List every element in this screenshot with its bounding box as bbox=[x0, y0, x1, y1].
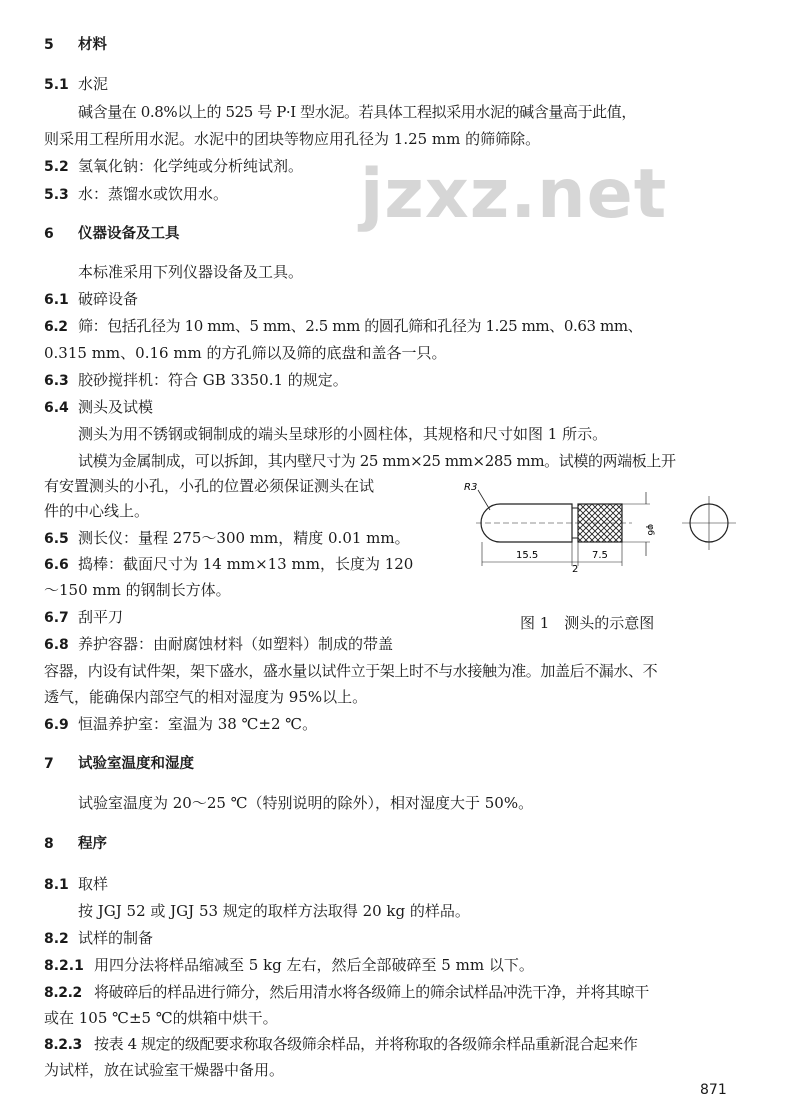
clause-6-9: 6.9 恒温养护室：室温为 38 ℃±2 ℃。 bbox=[44, 715, 318, 733]
clause-6-4: 6.4 测头及试模 bbox=[44, 398, 154, 416]
knurled-section bbox=[578, 504, 622, 542]
length-label: 15.5 bbox=[516, 550, 539, 561]
clause-6-7: 6.7 刮平刀 bbox=[44, 608, 124, 626]
diameter-label: φ6 bbox=[645, 524, 655, 536]
radius-label: R3 bbox=[464, 482, 478, 493]
clause-5-3: 5.3 水：蒸馏水或饮用水。 bbox=[44, 185, 229, 203]
clause-5-1: 5.1 水泥 bbox=[44, 75, 109, 93]
paragraph-line: 透气，能确保内部空气的相对湿度为 95%以上。 bbox=[44, 688, 368, 706]
section-heading-6: 6 仪器设备及工具 bbox=[44, 226, 180, 242]
section-heading-8: 8 程序 bbox=[44, 836, 107, 852]
page-number: 871 bbox=[700, 1082, 727, 1098]
paragraph-line: ～150 mm 的钢制长方体。 bbox=[44, 581, 231, 599]
paragraph-line: 或在 105 ℃±5 ℃的烘箱中烘干。 bbox=[44, 1009, 278, 1027]
probe-diagram bbox=[454, 474, 754, 584]
clause-6-1: 6.1 破碎设备 bbox=[44, 290, 139, 308]
section-heading-5: 5 材料 bbox=[44, 37, 107, 53]
section-heading-7: 7 试验室温度和湿度 bbox=[44, 756, 194, 772]
clause-6-6: 6.6 捣棒：截面尺寸为 14 mm×13 mm，长度为 120 bbox=[44, 555, 414, 573]
paragraph-line: 试验室温度为 20～25 ℃（特别说明的除外），相对湿度大于 50%。 bbox=[78, 794, 534, 812]
paragraph-line: 则采用工程所用水泥。水泥中的团块等物应用孔径为 1.25 mm 的筛筛除。 bbox=[44, 130, 541, 148]
paragraph-line: 为试样，放在试验室干燥器中备用。 bbox=[44, 1061, 285, 1079]
clause-8-2: 8.2 试样的制备 bbox=[44, 929, 154, 947]
paragraph-line: 件的中心线上。 bbox=[44, 502, 150, 520]
paragraph-line: 按 JGJ 52 或 JGJ 53 规定的取样方法取得 20 kg 的样品。 bbox=[78, 902, 470, 920]
clause-6-5: 6.5 测长仪：量程 275～300 mm，精度 0.01 mm。 bbox=[44, 529, 410, 547]
gap-label: 2 bbox=[572, 564, 579, 575]
watermark: jzxz.net bbox=[360, 155, 668, 234]
paragraph-line: 试模为金属制成，可以拆卸，其内壁尺寸为 25 mm×25 mm×285 mm。试模的两端板上开 bbox=[78, 452, 676, 470]
paragraph-line: 有安置测头的小孔，小孔的位置必须保证测头在试 bbox=[44, 477, 375, 495]
clause-6-8: 6.8 养护容器：由耐腐蚀材料（如塑料）制成的带盖 bbox=[44, 635, 394, 653]
clause-8-1: 8.1 取样 bbox=[44, 875, 109, 893]
paragraph-line: 容器，内设有试件架，架下盛水，盛水量以试件立于架上时不与水接触为准。加盖后不漏水、不 bbox=[44, 662, 658, 680]
clause-6-3: 6.3 胶砂搅拌机：符合 GB 3350.1 的规定。 bbox=[44, 371, 348, 389]
clause-5-2: 5.2 氢氧化钠：化学纯或分析纯试剂。 bbox=[44, 157, 304, 175]
paragraph-line: 碱含量在 0.8%以上的 525 号 P·I 型水泥。若具体工程拟采用水泥的碱含量高于此值， bbox=[78, 103, 636, 121]
clause-8-2-2: 8.2.2 将破碎后的样品进行筛分，然后用清水将各级筛上的筛余试样品冲洗干净，并将其晾干 bbox=[44, 983, 649, 1001]
paragraph-line: 0.315 mm、0.16 mm 的方孔筛以及筛的底盘和盖各一只。 bbox=[44, 344, 447, 362]
knurl-length-label: 7.5 bbox=[592, 550, 608, 561]
clause-8-2-3: 8.2.3 按表 4 规定的级配要求称取各级筛余样品，并将称取的各级筛余样品重新混合起来作 bbox=[44, 1035, 638, 1053]
clause-6-2: 6.2 筛：包括孔径为 10 mm、5 mm、2.5 mm 的圆孔筛和孔径为 1.25 mm、0.63 mm、 bbox=[44, 317, 643, 335]
paragraph-line: 测头为用不锈钢或铜制成的端头呈球形的小圆柱体，其规格和尺寸如图 1 所示。 bbox=[78, 425, 608, 443]
figure-caption: 图 1 测头的示意图 bbox=[520, 614, 655, 632]
clause-8-2-1: 8.2.1 用四分法将样品缩减至 5 kg 左右，然后全部破碎至 5 mm 以下。 bbox=[44, 956, 534, 974]
paragraph-line: 本标准采用下列仪器设备及工具。 bbox=[78, 263, 304, 281]
